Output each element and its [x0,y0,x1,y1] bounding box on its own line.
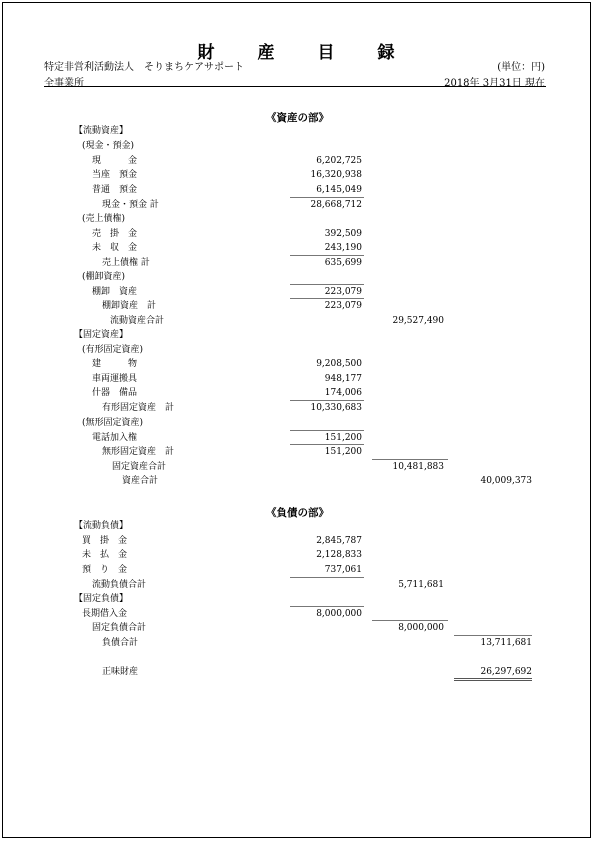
row-value: 174,006 [324,388,362,398]
grand-total-double-rule [454,678,532,681]
row-value: 5,711,681 [398,580,444,590]
table-row [0,578,595,592]
assets-heading: 《資産の部》 [266,112,329,124]
row-label: 資産合計 [122,476,159,486]
inventory-heading: (棚卸資産) [82,272,126,282]
table-row [0,227,595,241]
row-label: 有形固定資産 計 [102,403,175,413]
row-value: 28,668,712 [310,200,362,210]
organization-name: 特定非営利活動法人 そりまちケアサポート [44,62,244,73]
row-label: 電話加入権 [92,433,138,443]
table-row [0,357,595,371]
row-value: 13,711,681 [480,638,532,648]
row-label: 長期借入金 [82,609,128,619]
row-value: 151,200 [324,447,362,457]
table-row [0,548,595,562]
table-row [0,285,595,299]
current-liabilities-heading: 【流動負債】 [74,521,129,531]
net-assets-row [0,665,595,679]
cash-heading-row [0,139,595,153]
table-row [0,183,595,197]
row-label: 預 り 金 [82,565,128,575]
row-label: 什器 備品 [92,388,138,398]
row-value: 40,009,373 [480,476,532,486]
row-label: 売 掛 金 [92,229,138,239]
table-row [0,460,595,474]
table-row [0,563,595,577]
row-label: 買 掛 金 [82,536,128,546]
row-value: 223,079 [324,301,362,311]
scope-label: 全事業所 [44,78,84,89]
table-row [0,168,595,182]
table-row [0,534,595,548]
fixed-liabilities-heading: 【固定負債】 [74,594,129,604]
row-value: 26,297,692 [480,667,532,677]
table-row [0,401,595,415]
row-label: 無形固定資産 計 [102,447,175,457]
row-label: 未 払 金 [82,550,128,560]
row-label: 流動負債合計 [92,580,147,590]
row-value: 10,481,883 [392,462,444,472]
intangible-heading: (無形固定資産) [82,418,144,428]
table-row [0,314,595,328]
row-value: 223,079 [324,287,362,297]
table-row [0,474,595,488]
inventory-heading-row [0,270,595,284]
row-label: 正味財産 [102,667,139,677]
fixed-assets-heading: 【固定資産】 [74,330,129,340]
table-row [0,299,595,313]
row-label: 未 収 金 [92,243,138,253]
table-row [0,621,595,635]
row-label: 負債合計 [102,638,139,648]
row-value: 243,190 [324,243,362,253]
tangible-heading-row [0,343,595,357]
row-label: 現金・預金 計 [102,200,159,210]
tangible-heading: (有形固定資産) [82,345,144,355]
document-title: 財 産 目 録 [197,43,408,63]
table-row [0,636,595,650]
row-value: 948,177 [324,374,362,384]
cash-heading: (現金・預金) [82,141,135,151]
fixed-liabilities-heading-row [0,592,595,606]
current-assets-heading-row [0,124,595,138]
row-value: 8,000,000 [398,623,444,633]
row-label: 建 物 [92,359,138,369]
unit-label: (単位：円) [497,62,545,73]
row-label: 流動資産合計 [110,316,165,326]
row-value: 6,202,725 [316,156,362,166]
fixed-assets-heading-row [0,328,595,342]
receivables-heading: (売上債権) [82,214,126,224]
liabilities-heading: 《負債の部》 [266,507,329,519]
row-label: 固定資産合計 [112,462,167,472]
row-value: 29,527,490 [392,316,444,326]
row-value: 392,509 [324,229,362,239]
row-value: 8,000,000 [316,609,362,619]
table-row [0,241,595,255]
table-row [0,607,595,621]
row-label: 車両運搬具 [92,374,138,384]
table-row [0,372,595,386]
current-liabilities-heading-row [0,519,595,533]
intangible-heading-row [0,416,595,430]
table-row [0,445,595,459]
row-value: 16,320,938 [310,170,362,180]
row-value: 737,061 [324,565,362,575]
row-value: 9,208,500 [316,359,362,369]
row-value: 2,128,833 [316,550,362,560]
row-label: 現 金 [92,156,138,166]
receivables-heading-row [0,212,595,226]
current-assets-heading: 【流動資産】 [74,126,129,136]
header-rule [44,86,546,87]
as-of-date: 2018年 3月31日 現在 [444,78,545,89]
table-row [0,431,595,445]
table-row [0,256,595,270]
row-label: 当座 預金 [92,170,138,180]
row-value: 151,200 [324,433,362,443]
row-value: 6,145,049 [316,185,362,195]
row-label: 棚卸資産 計 [102,301,157,311]
table-row [0,198,595,212]
row-label: 普通 預金 [92,185,138,195]
row-label: 固定負債合計 [92,623,147,633]
row-value: 2,845,787 [316,536,362,546]
table-row [0,386,595,400]
table-row [0,154,595,168]
row-label: 売上債権 計 [102,258,150,268]
row-value: 10,330,683 [310,403,362,413]
row-value: 635,699 [324,258,362,268]
row-label: 棚卸 資産 [92,287,138,297]
